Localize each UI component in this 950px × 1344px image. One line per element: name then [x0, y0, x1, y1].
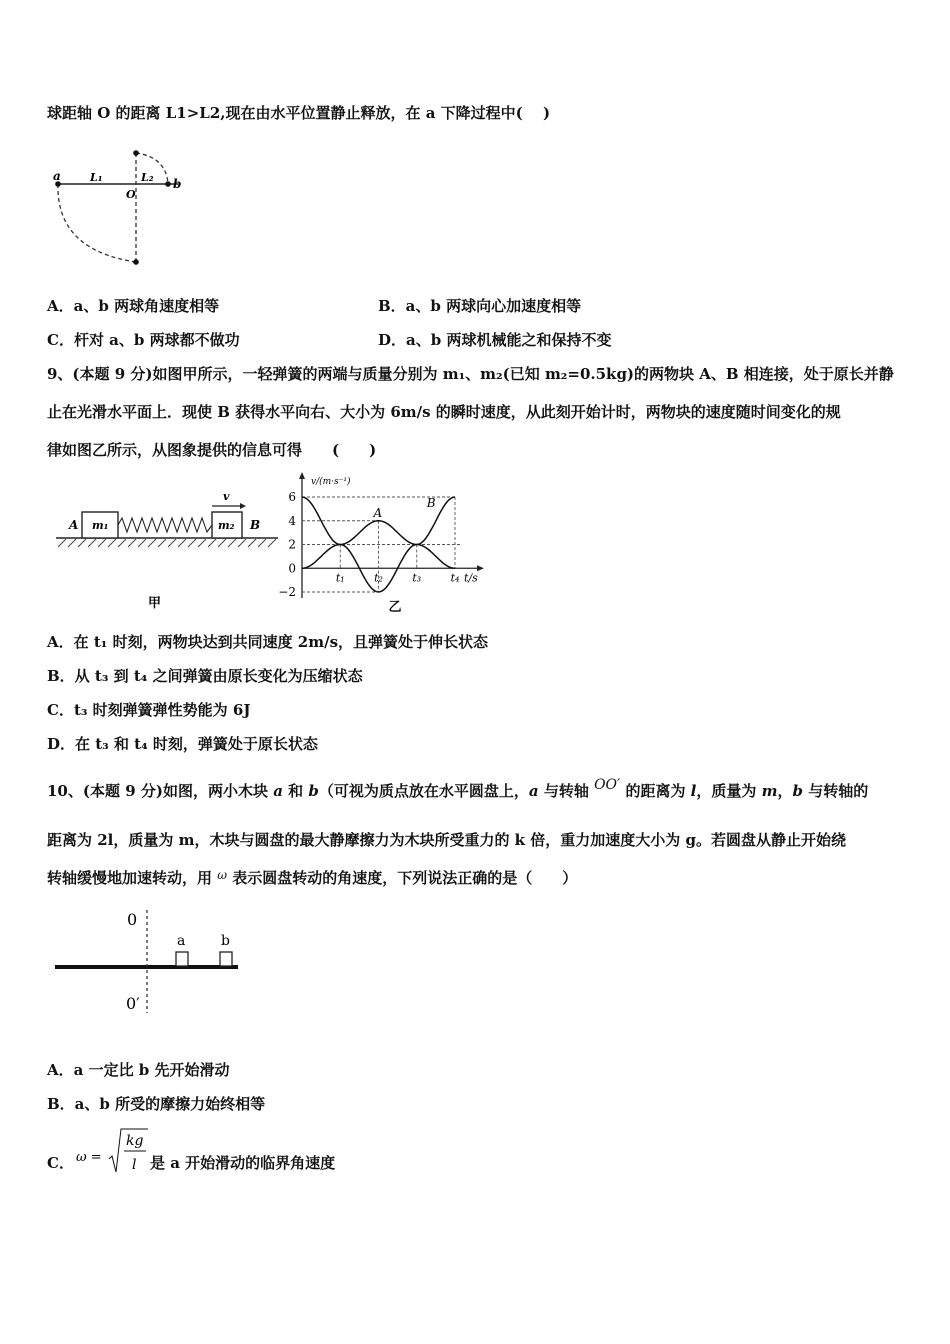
q10-text: 转轴缓慢地加速转动，用: [47, 869, 218, 887]
chart-caption: 乙: [388, 600, 402, 615]
q10-axis-symbol: OO′: [594, 777, 621, 793]
x-tick-label: t₄: [450, 571, 460, 585]
q10-option-b: B．a、b 所受的摩擦力始终相等: [47, 1095, 266, 1113]
q10-text: ，质量为: [696, 782, 762, 800]
y-tick-label: −2: [278, 585, 296, 599]
y-tick-label: 4: [288, 513, 296, 528]
q10-text: 和: [282, 782, 309, 800]
x-tick-label: t₃: [412, 571, 422, 585]
q10-var-a: a: [273, 782, 283, 800]
q10-text: 与转轴: [538, 782, 595, 800]
q10-option-c-formula: [76, 1126, 150, 1178]
q10-text: （可视为质点放在水平圆盘上，: [318, 782, 529, 800]
q8-figure: [48, 145, 188, 270]
q10-text: 与转轴的: [803, 782, 869, 800]
x-tick-label: t₁: [335, 571, 345, 585]
q10-omega-symbol: ω: [217, 868, 228, 882]
q9-option-a: A．在 t₁ 时刻，两物块达到共同速度 2m/s，且弹簧处于伸长状态: [47, 633, 489, 651]
q9-stem-line1: 9、(本题 9 分)如图甲所示，一轻弹簧的两端与质量分别为 m₁、m₂(已知 m₂=0.5kg)的两物块 A、B 相连接，处于原长并静: [47, 365, 894, 383]
q10-formula-numerator: kg: [126, 1133, 144, 1149]
q8-fig-label-b: b: [173, 177, 182, 191]
q8-fig-label-a: a: [53, 169, 61, 183]
q9-jia-caption: 甲: [148, 596, 162, 611]
q9-jia-velocity: v: [223, 490, 230, 503]
q9-jia-m1: m₁: [92, 519, 109, 532]
q8-fig-label-o: O: [126, 188, 136, 201]
y-axis-arrow: [299, 472, 305, 479]
y-tick-label: 6: [288, 490, 296, 504]
q10-text: 10、(本题 9 分)如图，两小木块: [47, 782, 274, 800]
q10-fig-label-a: a: [177, 933, 186, 949]
q8-fig-label-l1: L₁: [90, 171, 103, 184]
q10-var-m: m: [761, 782, 778, 800]
q10-var-l: l: [690, 782, 697, 800]
q10-text: 表示圆盘转动的角速度，下列说法正确的是（ ）: [227, 869, 578, 887]
q8-option-b: B．a、b 两球向心加速度相等: [378, 297, 582, 315]
q9-stem-line2: 止在光滑水平面上．现使 B 获得水平向右、大小为 6m/s 的瞬时速度，从此刻开始计时，两物块的速度随时间变化的规: [47, 403, 841, 421]
series-label-b: B: [426, 496, 436, 510]
q9-option-d: D．在 t₃ 和 t₄ 时刻，弹簧处于原长状态: [47, 735, 318, 753]
q10-formula-denominator: l: [132, 1157, 137, 1173]
y-axis-label: v/(m·s⁻¹): [311, 477, 351, 487]
q10-stem-line1: [47, 777, 869, 802]
q10-var-a: a: [528, 782, 539, 800]
series-label-a: A: [373, 505, 383, 520]
q10-stem-line2: 距离为 2l，质量为 m，木块与圆盘的最大静摩擦力为木块所受重力的 k 倍，重力加速度大小为 g。若圆盘从静止开始绕: [47, 831, 847, 849]
y-tick-label: 0: [288, 561, 296, 576]
q10-fig-bottom-label: 0′: [126, 994, 140, 1013]
q9-jia-m2: m₂: [218, 519, 235, 532]
q10-text: 的距离为: [620, 782, 691, 800]
q8-intro: 球距轴 O 的距离 L1>L2,现在由水平位置静止释放，在 a 下降过程中( ): [47, 104, 551, 122]
x-axis-arrow: [477, 565, 484, 571]
q9-jia-label-a: A: [69, 518, 79, 532]
q8-option-d: D．a、b 两球机械能之和保持不变: [378, 331, 612, 349]
q10-formula-lhs: ω =: [76, 1150, 102, 1165]
q9-stem-line3: 律如图乙所示，从图象提供的信息可得 ( ): [47, 441, 377, 459]
q9-figure-jia: [52, 485, 292, 615]
y-tick-label: 2: [288, 537, 296, 552]
q10-option-a: A．a 一定比 b 先开始滑动: [47, 1061, 230, 1079]
q10-option-c-suffix: 是 a 开始滑动的临界角速度: [150, 1154, 336, 1172]
q9-option-c: C．t₃ 时刻弹簧弹性势能为 6J: [47, 701, 251, 719]
q9-figure-yi-chart: [278, 470, 493, 615]
x-axis-label: t/s: [464, 571, 478, 585]
q8-fig-label-l2: L₂: [141, 171, 154, 184]
q9-option-b: B．从 t₃ 到 t₄ 之间弹簧由原长变化为压缩状态: [47, 667, 363, 685]
q10-stem-line3: [47, 868, 577, 889]
q10-fig-top-label: 0: [127, 910, 138, 929]
q10-option-c-prefix: C．: [47, 1154, 74, 1172]
x-tick-label: t₂: [374, 571, 383, 585]
q9-jia-label-b: B: [250, 518, 261, 532]
q10-var-b: b: [792, 782, 803, 800]
q10-text: ，: [777, 782, 793, 800]
q8-option-a: A．a、b 两球角速度相等: [47, 297, 220, 315]
q8-option-c: C．杆对 a、b 两球都不做功: [47, 331, 240, 349]
q10-fig-label-b: b: [221, 933, 230, 949]
q10-var-b: b: [308, 782, 319, 800]
q10-figure: [52, 908, 252, 1018]
